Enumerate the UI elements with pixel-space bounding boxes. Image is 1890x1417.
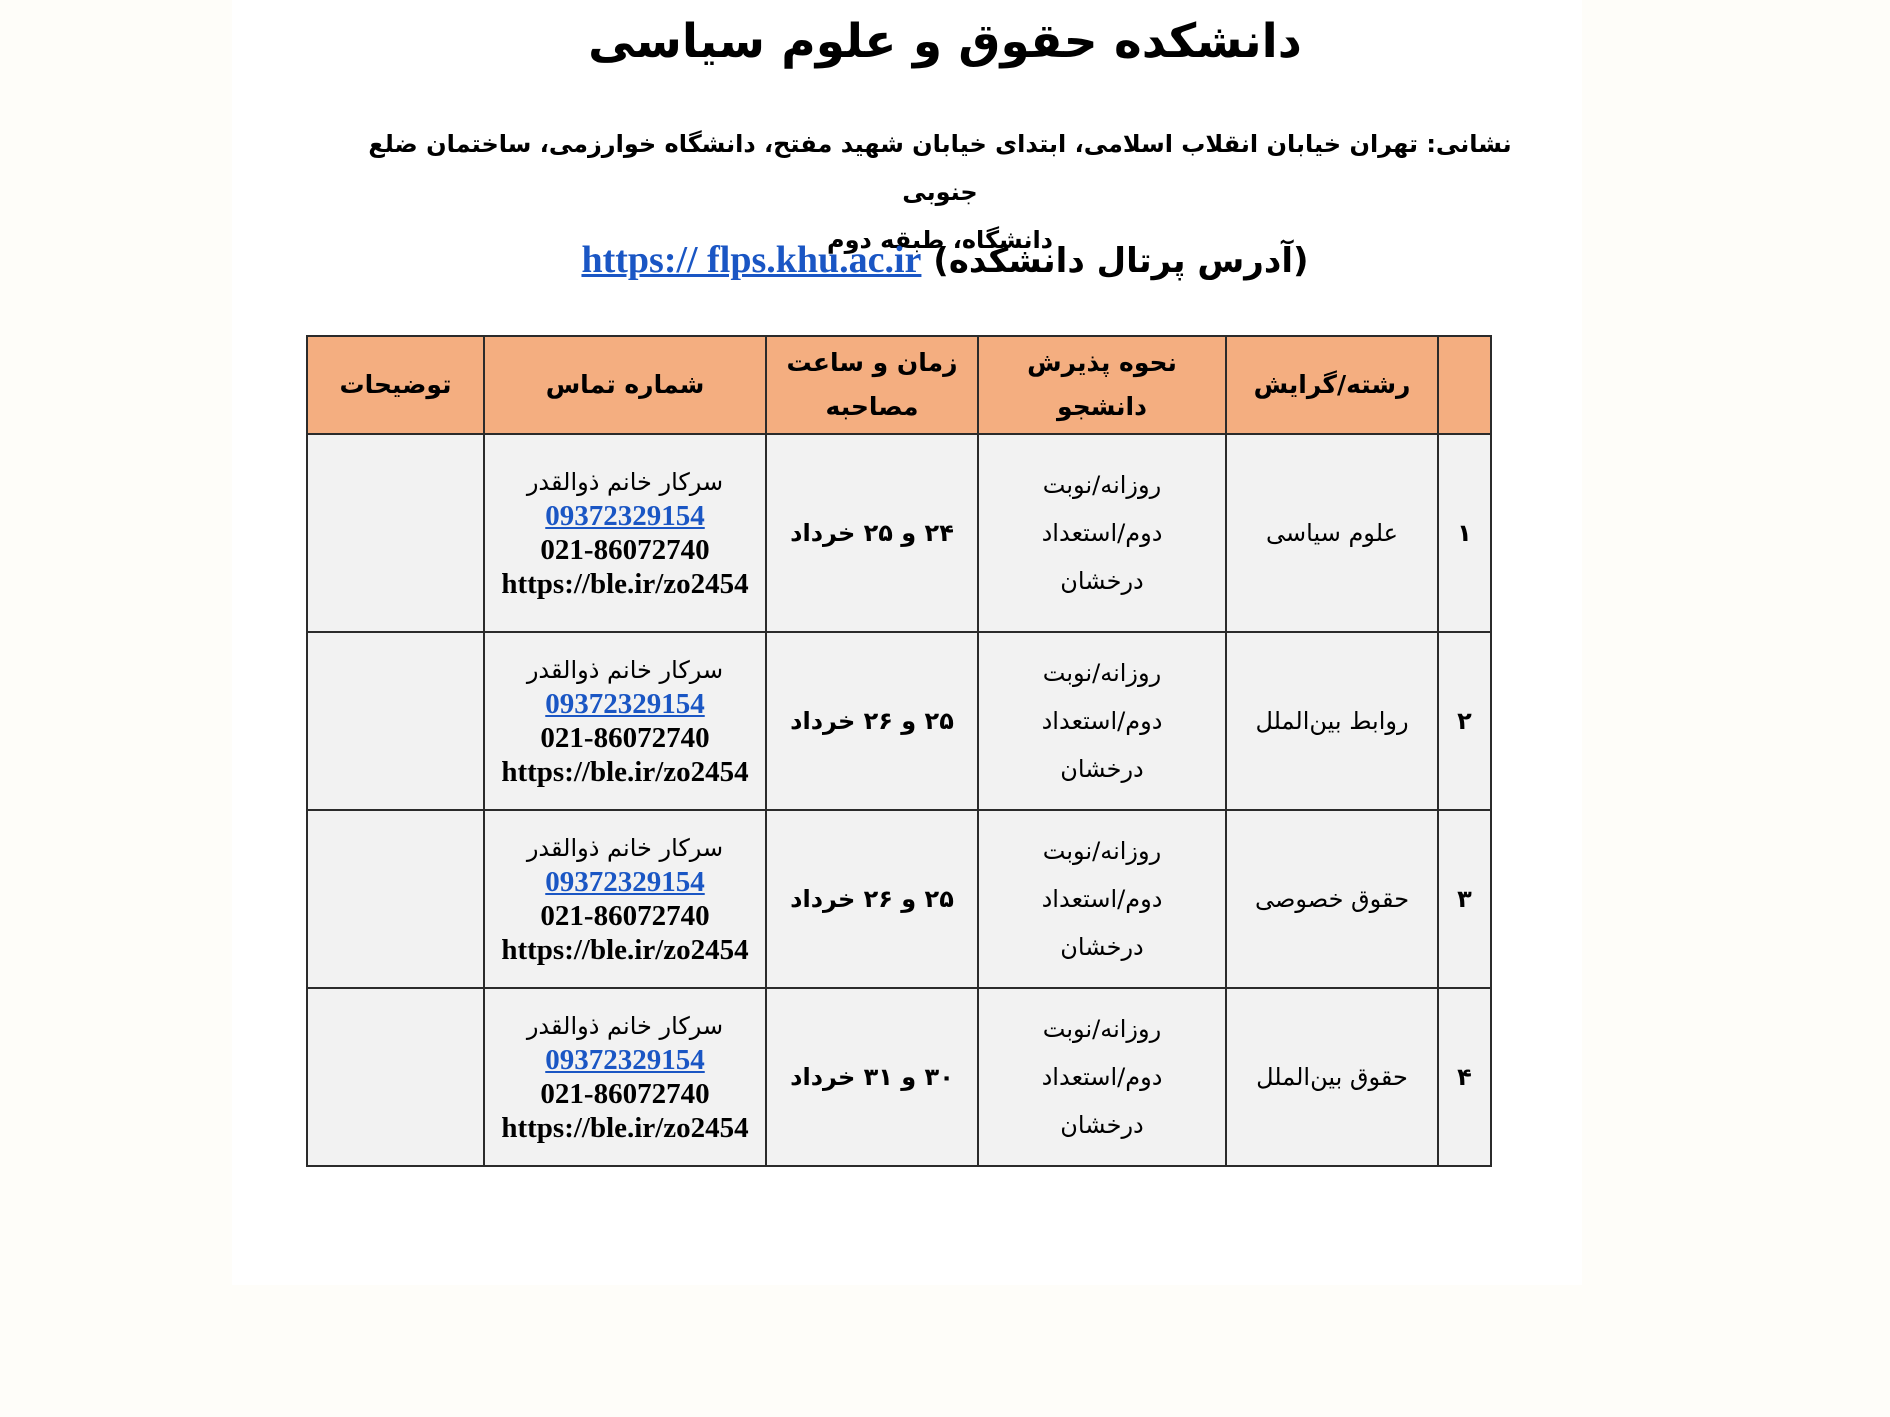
cell-notes bbox=[307, 632, 484, 810]
cell-date: ۲۵ و ۲۶ خرداد bbox=[766, 632, 978, 810]
admission-line-3: درخشان bbox=[1060, 567, 1144, 595]
cell-notes bbox=[307, 988, 484, 1166]
cell-index: ۳ bbox=[1438, 810, 1491, 988]
cell-index: ۱ bbox=[1438, 434, 1491, 632]
cell-date: ۲۵ و ۲۶ خرداد bbox=[766, 810, 978, 988]
cell-contact bbox=[484, 632, 766, 810]
header-interview-time-line-2: مصاحبه bbox=[825, 392, 919, 421]
address-line-1: نشانی: تهران خیابان انقلاب اسلامی، ابتدای خیابان شهید مفتح، دانشگاه خوارزمی، ساختمان ضلع جنوبی bbox=[368, 130, 1512, 206]
contact-mobile-link[interactable]: 09372329154 bbox=[545, 866, 705, 898]
contact-phone: 021-86072740 bbox=[540, 534, 710, 566]
admission-line-2: دوم/استعداد bbox=[1041, 1063, 1163, 1091]
cell-admission bbox=[978, 988, 1226, 1166]
portal-label: (آدرس پرتال دانشکده) bbox=[933, 241, 1309, 281]
cell-admission bbox=[978, 810, 1226, 988]
cell-date: ۲۴ و ۲۵ خرداد bbox=[766, 434, 978, 632]
cell-admission bbox=[978, 632, 1226, 810]
admission-line-3: درخشان bbox=[1060, 933, 1144, 961]
cell-contact bbox=[484, 988, 766, 1166]
cell-major: حقوق بین‌الملل bbox=[1226, 988, 1438, 1166]
contact-phone: 021-86072740 bbox=[540, 1078, 710, 1110]
contact-name: سرکار خانم ذوالقدر bbox=[526, 656, 724, 684]
cell-date: ۳۰ و ۳۱ خرداد bbox=[766, 988, 978, 1166]
contact-name: سرکار خانم ذوالقدر bbox=[526, 468, 724, 496]
contact-phone: 021-86072740 bbox=[540, 722, 710, 754]
cell-index: ۲ bbox=[1438, 632, 1491, 810]
contact-url: https://ble.ir/zo2454 bbox=[501, 756, 749, 788]
header-index bbox=[1438, 336, 1491, 434]
contact-mobile-link[interactable]: 09372329154 bbox=[545, 688, 705, 720]
header-interview-time bbox=[766, 336, 978, 434]
contact-url: https://ble.ir/zo2454 bbox=[501, 568, 749, 600]
interview-schedule-table bbox=[306, 335, 1492, 1167]
table-row bbox=[307, 632, 1491, 810]
header-interview-time-line-1: زمان و ساعت bbox=[786, 348, 958, 377]
address-line-2: دانشگاه، طبقه دوم bbox=[827, 226, 1053, 254]
admission-line-3: درخشان bbox=[1060, 1111, 1144, 1139]
contact-name: سرکار خانم ذوالقدر bbox=[526, 834, 724, 862]
contact-name: سرکار خانم ذوالقدر bbox=[526, 1012, 724, 1040]
admission-line-2: دوم/استعداد bbox=[1041, 885, 1163, 913]
admission-line-1: روزانه/نوبت bbox=[1042, 471, 1162, 499]
portal-link[interactable]: https:// flps.khu.ac.ir bbox=[581, 239, 922, 281]
admission-line-3: درخشان bbox=[1060, 755, 1144, 783]
cell-contact bbox=[484, 434, 766, 632]
admission-line-2: دوم/استعداد bbox=[1041, 519, 1163, 547]
admission-line-2: دوم/استعداد bbox=[1041, 707, 1163, 735]
admission-line-1: روزانه/نوبت bbox=[1042, 837, 1162, 865]
cell-major: روابط بین‌الملل bbox=[1226, 632, 1438, 810]
header-contact: شماره تماس bbox=[484, 336, 766, 434]
contact-mobile-link[interactable]: 09372329154 bbox=[545, 1044, 705, 1076]
cell-admission bbox=[978, 434, 1226, 632]
portal-address bbox=[0, 238, 1890, 282]
cell-notes bbox=[307, 434, 484, 632]
contact-url: https://ble.ir/zo2454 bbox=[501, 934, 749, 966]
table-header-row bbox=[307, 336, 1491, 434]
header-admission: نحوه پذیرش دانشجو bbox=[978, 336, 1226, 434]
cell-contact bbox=[484, 810, 766, 988]
header-major: رشته/گرایش bbox=[1226, 336, 1438, 434]
table-row bbox=[307, 434, 1491, 632]
contact-phone: 021-86072740 bbox=[540, 900, 710, 932]
contact-url: https://ble.ir/zo2454 bbox=[501, 1112, 749, 1144]
admission-line-1: روزانه/نوبت bbox=[1042, 659, 1162, 687]
cell-notes bbox=[307, 810, 484, 988]
contact-mobile-link[interactable]: 09372329154 bbox=[545, 500, 705, 532]
cell-major: علوم سیاسی bbox=[1226, 434, 1438, 632]
header-notes: توضیحات bbox=[307, 336, 484, 434]
table-row bbox=[307, 810, 1491, 988]
page-title: دانشکده حقوق و علوم سیاسی bbox=[588, 14, 1302, 69]
table-row bbox=[307, 988, 1491, 1166]
cell-index: ۴ bbox=[1438, 988, 1491, 1166]
admission-line-1: روزانه/نوبت bbox=[1042, 1015, 1162, 1043]
cell-major: حقوق خصوصی bbox=[1226, 810, 1438, 988]
